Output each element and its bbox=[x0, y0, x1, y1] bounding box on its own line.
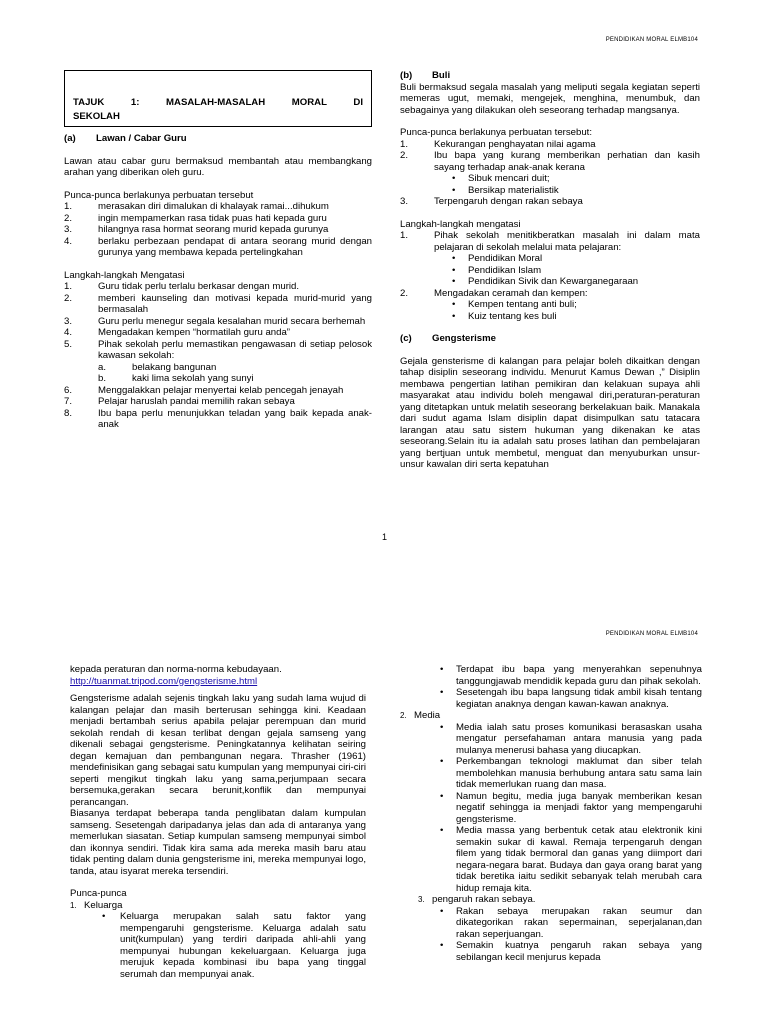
item-text: Pihak sekolah menitikberatkan masalah ini dalam mata pelajaran di sekolah melalui mata pelajaran: bbox=[434, 230, 700, 253]
item-number: 3. bbox=[418, 895, 425, 904]
item-number: 1. bbox=[400, 230, 409, 241]
bullet-item bbox=[400, 276, 700, 288]
bullet-item bbox=[400, 906, 702, 941]
item-text: pengaruh rakan sebaya. bbox=[432, 894, 536, 905]
section-a-heading bbox=[64, 133, 372, 145]
causes-title: Punca-punca bbox=[70, 888, 127, 899]
bullet-text: Kempen tentang anti buli; bbox=[468, 299, 577, 310]
section-c-heading bbox=[400, 333, 700, 345]
bullet-text: Pendidikan Sivik dan Kewarganegaraan bbox=[468, 276, 639, 287]
item-number: 2. bbox=[64, 212, 73, 224]
bullet-item bbox=[400, 687, 702, 710]
list-item bbox=[400, 288, 700, 300]
item-text: hilangnya rasa hormat seorang murid kepada gurunya bbox=[98, 224, 329, 235]
causes-title: Punca-punca berlakunya perbuatan tersebut bbox=[64, 189, 254, 201]
section-c-text: Gejala gensterisme di kalangan para pelajar boleh dikaitkan dengan tahap disiplin seseorang individu. Menurut Kamus Dewan ,” Disiplin membawa pengertian latihan pemikiran dan kelakuan supaya ahli masyarakat atau individu boleh mengawal diri,peraturan-peraturan yang ditetapkan untuk melatih seseorang berkelakuan baik. Manakala dari sudut agama Islam disiplin dapat disimpulkan satu tatacara larangan atau satu sistem hukuman yang dikenakan ke atas seseorang.Selain itu ia adalah satu proses latihan dan pembelajaran yang bertjuan untuk membetul, menguat dan menyuburkan unsur-unsur kawalan diri serta kepatuhan bbox=[400, 355, 700, 470]
bullet-text: Keluarga merupakan salah satu faktor yang mempengaruhi gengsterisme. Keluarga adalah satu unit(kumpulan) yang terdiri daripada ahli-ahli yang mempunyai hubungan kekeluargaan. Keluarga juga merujuk kepada kombinasi ibu bapa yang tinggal serumah dan mempunyai anak. bbox=[120, 911, 366, 980]
item-number: 1. bbox=[64, 201, 73, 212]
list-item bbox=[400, 230, 700, 253]
page-header: PENDIDIKAN MORAL ELMB104 bbox=[605, 631, 698, 637]
bullet-text: Namun begitu, media juga banyak memberikan kesan negatif sehingga ia menjadi faktor yang mempengaruhi gengsterisme. bbox=[456, 790, 702, 825]
item-number: 3. bbox=[400, 196, 409, 207]
bullet-item bbox=[400, 265, 700, 277]
continued-text: kepada peraturan dan norma-norma kebudayaan. bbox=[70, 664, 282, 675]
item-number: 7. bbox=[64, 396, 73, 407]
page-gap bbox=[0, 560, 768, 600]
section-title: Buli bbox=[432, 70, 451, 81]
list-item bbox=[64, 408, 372, 431]
section-title: Gengsterisme bbox=[432, 333, 496, 344]
item-number: 1. bbox=[400, 138, 409, 150]
item-number: 5. bbox=[64, 338, 73, 350]
page-number: 1 bbox=[382, 532, 388, 542]
title-box bbox=[64, 70, 372, 127]
list-item bbox=[64, 224, 372, 236]
bullet-list bbox=[400, 664, 702, 710]
bullet-text: Rakan sebaya merupakan rakan seumur dan dikategorikan rakan sepermainan, seperjalanan,dan rakan seperjuangan. bbox=[456, 905, 702, 940]
paragraph: Gengsterisme adalah sejenis tingkah laku yang sudah lama wujud di kalangan pelajar dan masih berterusan sehingga kini. Keadaan menjadi bertambah serius apabila pelajar perempuan dan murid sekolah rendah di kesan terlibat dengan gejala samseng yang dikenali sebagai gengsterisme. Peningkatannya kelihatan seiring degan kemajuan dan pembangunan negara. Thrasher (1961) mendefinisikan gang sebagai satu kumpulan yang mempunyai ciri-ciri seperti mengikut tingkah laku yang sama,perjumpaan secara bersemuka,gerakan secara berunit,konflik dan mempunyai perancangan. bbox=[70, 693, 366, 808]
bullet-icon: • bbox=[452, 184, 456, 196]
list-item bbox=[64, 201, 372, 213]
bullet-list bbox=[400, 722, 702, 895]
page-header: PENDIDIKAN MORAL ELMB104 bbox=[605, 37, 698, 43]
list-item bbox=[64, 327, 372, 339]
list-item bbox=[64, 339, 372, 362]
list-item bbox=[64, 236, 372, 259]
bullet-icon: • bbox=[440, 687, 444, 698]
list-item bbox=[64, 396, 372, 408]
left-column bbox=[64, 70, 372, 431]
item-number: 6. bbox=[64, 384, 73, 396]
page-title-line2: SEKOLAH bbox=[73, 111, 120, 122]
item-number: 4. bbox=[64, 327, 73, 338]
item-text: Terpengaruh dengan rakan sebaya bbox=[434, 196, 583, 207]
item-text: ingin mempamerkan rasa tidak puas hati kepada guru bbox=[98, 212, 327, 224]
bullet-text: Media ialah satu proses komunikasi berasaskan usaha mengatur persefahaman antara manusia yang pada mulanya menerusi bahasa yang diucapkan. bbox=[456, 721, 702, 756]
list-item bbox=[400, 150, 700, 173]
list-item bbox=[400, 710, 702, 722]
causes-list bbox=[64, 201, 372, 259]
reference-link[interactable]: http://tuanmat.tripod.com/gengsterisme.html bbox=[70, 675, 258, 687]
section-label: (b) bbox=[400, 70, 413, 81]
section-b-definition: Buli bermaksud segala masalah yang meliputi segala kegiatan seperti memeras ugut, memaki, mengejek, menghina, menumbuk, dan sebagainya yang dilakukan oleh seseorang terhadap mangsanya. bbox=[400, 81, 700, 116]
page-title-line1: TAJUK 1: MASALAH-MASALAH MORAL DI bbox=[73, 97, 363, 108]
bullet-icon: • bbox=[440, 664, 444, 675]
item-number: 1. bbox=[64, 281, 73, 292]
bullet-item bbox=[400, 185, 700, 197]
right-column bbox=[400, 664, 702, 963]
item-text: merasakan diri dimalukan di khalayak ramai...dihukum bbox=[98, 201, 329, 212]
bullet-icon: • bbox=[440, 721, 444, 733]
item-number: 3. bbox=[64, 315, 73, 327]
item-number: 3. bbox=[64, 224, 73, 235]
paragraph: Biasanya terdapat beberapa tanda penglibatan dalam kumpulan samseng. Sesetengah daripadanya jelas dan ada di antaranya yang memerlukan siasatan. Setiap kumpulan samseng mempunyai simbol dan ikonnya sendiri. Tidak kira sama ada mereka masih baru atau tidak penting dalam dunia gengsterisme ini, mereka mempunyai logo, tanda, atau isyarat mereka tersendiri. bbox=[70, 808, 366, 877]
steps-title: Langkah-langkah mengatasi bbox=[400, 218, 521, 230]
item-text: Guru perlu menegur segala kesalahan murid secara berhemah bbox=[98, 315, 366, 327]
bullet-list bbox=[400, 253, 700, 288]
bullet-item bbox=[400, 253, 700, 265]
list-item bbox=[64, 373, 372, 385]
bullet-item bbox=[400, 173, 700, 185]
bullet-text: Sibuk mencari duit; bbox=[468, 173, 550, 184]
list-item bbox=[70, 900, 366, 912]
list-item bbox=[64, 281, 372, 293]
bullet-text: Kuiz tentang kes buli bbox=[468, 310, 557, 322]
bullet-item bbox=[400, 756, 702, 791]
step5-sublist bbox=[64, 362, 372, 385]
bullet-icon: • bbox=[452, 276, 456, 287]
item-text: kaki lima sekolah yang sunyi bbox=[132, 373, 254, 384]
bullet-list bbox=[400, 173, 700, 196]
item-number: 1. bbox=[70, 900, 77, 910]
item-text: Guru tidak perlu terlalu berkasar dengan murid. bbox=[98, 281, 300, 292]
item-text: Kekurangan penghayatan nilai agama bbox=[434, 138, 596, 150]
section-a-definition: Lawan atau cabar guru bermaksud membantah atau membangkang arahan yang diberikan oleh guru. bbox=[64, 155, 372, 178]
bullet-text: Media massa yang berbentuk cetak atau elektronik kini semakin sukar di kawal. Remaja terpengaruh dengan filem yang tidak bermoral dan ganas yang diimport dari negara-negara barat. Budaya dan gaya orang barat yang tidak beretika iaitu sedikit sebanyak telah merubah cara hidup remaja kita. bbox=[456, 825, 702, 894]
bullet-item bbox=[400, 791, 702, 826]
item-text: memberi kaunseling dan motivasi kepada murid-murid yang bermasalah bbox=[98, 292, 372, 315]
item-number: a. bbox=[98, 361, 107, 373]
causes-title: Punca-punca berlakunya perbuatan tersebut: bbox=[400, 127, 593, 138]
bullet-icon: • bbox=[452, 173, 456, 184]
bullet-text: Bersikap materialistik bbox=[468, 184, 559, 196]
bullet-icon: • bbox=[440, 756, 444, 767]
bullet-icon: • bbox=[440, 940, 444, 951]
bullet-item bbox=[400, 299, 700, 311]
list-item bbox=[64, 385, 372, 397]
bullet-list bbox=[400, 906, 702, 964]
bullet-item bbox=[400, 311, 700, 323]
list-item bbox=[64, 362, 372, 374]
bullet-item bbox=[400, 664, 702, 687]
bullet-icon: • bbox=[452, 310, 456, 322]
list-item bbox=[400, 196, 700, 208]
item-text: Mengadakan ceramah dan kempen: bbox=[434, 287, 588, 299]
bullet-text: Pendidikan Islam bbox=[468, 264, 542, 276]
document-page-2 bbox=[0, 600, 768, 1024]
bullet-icon: • bbox=[440, 790, 444, 802]
section-label: (c) bbox=[400, 333, 412, 344]
bullet-list bbox=[400, 299, 700, 322]
left-column bbox=[70, 664, 366, 980]
item-number: 8. bbox=[64, 407, 73, 419]
section-label: (a) bbox=[64, 133, 76, 144]
bullet-text: Pendidikan Moral bbox=[468, 253, 543, 264]
bullet-text: Sesetengah ibu bapa langsung tidak ambil kisah tentang kegiatan anaknya dengan kawan-kawan anaknya. bbox=[456, 687, 702, 710]
bullet-item bbox=[400, 825, 702, 894]
item-text: Pihak sekolah perlu memastikan pengawasan di setiap pelosok kawasan sekolah: bbox=[98, 338, 372, 361]
section-b-heading bbox=[400, 70, 700, 82]
bullet-icon: • bbox=[452, 299, 456, 310]
item-text: Media bbox=[414, 710, 441, 721]
item-text: Keluarga bbox=[84, 899, 123, 911]
bullet-icon: • bbox=[102, 911, 106, 922]
bullet-icon: • bbox=[452, 264, 456, 276]
bullet-item bbox=[400, 722, 702, 757]
bullet-text: Perkembangan teknologi maklumat dan siber telah membolehkan manusia berhubung antara satu sama lain tidak memerlukan ruang dan masa. bbox=[456, 756, 702, 790]
list-item bbox=[64, 316, 372, 328]
item-text: Ibu bapa perlu menunjukkan teladan yang baik kepada anak-anak bbox=[98, 407, 372, 430]
steps-list bbox=[64, 281, 372, 362]
bullet-icon: • bbox=[440, 825, 444, 836]
bullet-text: Terdapat ibu bapa yang menyerahkan sepenuhnya tanggungjawab mendidik kepada guru dan pihak sekolah. bbox=[456, 664, 702, 687]
item-text: berlaku perbezaan pendapat di antara seorang murid dengan gurunya yang membawa kepada pertelingkahan bbox=[98, 235, 372, 258]
bullet-item bbox=[400, 940, 702, 963]
steps-list-continued bbox=[64, 385, 372, 431]
item-number: 2. bbox=[64, 292, 73, 304]
bullet-item bbox=[70, 911, 366, 980]
steps-title: Langkah-langkah Mengatasi bbox=[64, 269, 185, 281]
item-text: belakang bangunan bbox=[132, 361, 217, 373]
item-number: b. bbox=[98, 373, 107, 384]
item-number: 4. bbox=[64, 235, 73, 247]
item-number: 2. bbox=[400, 287, 409, 299]
item-number: 2. bbox=[400, 150, 409, 161]
section-title: Lawan / Cabar Guru bbox=[96, 133, 187, 144]
item-text: Mengadakan kempen “hormatilah guru anda” bbox=[98, 327, 290, 338]
right-column bbox=[400, 70, 700, 471]
item-text: Ibu bapa yang kurang memberikan perhatian dan kasih sayang terhadap anak-anak kerana bbox=[434, 150, 700, 173]
list-item bbox=[64, 293, 372, 316]
list-item bbox=[400, 894, 702, 906]
item-text: Menggalakkan pelajar menyertai kelab pencegah jenayah bbox=[98, 384, 344, 396]
bullet-icon: • bbox=[452, 253, 456, 264]
bullet-text: Semakin kuatnya pengaruh rakan sebaya yang sebilangan kecil menjurus kepada bbox=[456, 940, 702, 963]
item-number: 2. bbox=[400, 711, 407, 720]
bullet-icon: • bbox=[440, 905, 444, 917]
item-text: Pelajar haruslah pandai memilih rakan sebaya bbox=[98, 396, 295, 407]
list-item bbox=[64, 213, 372, 225]
list-item bbox=[400, 139, 700, 151]
